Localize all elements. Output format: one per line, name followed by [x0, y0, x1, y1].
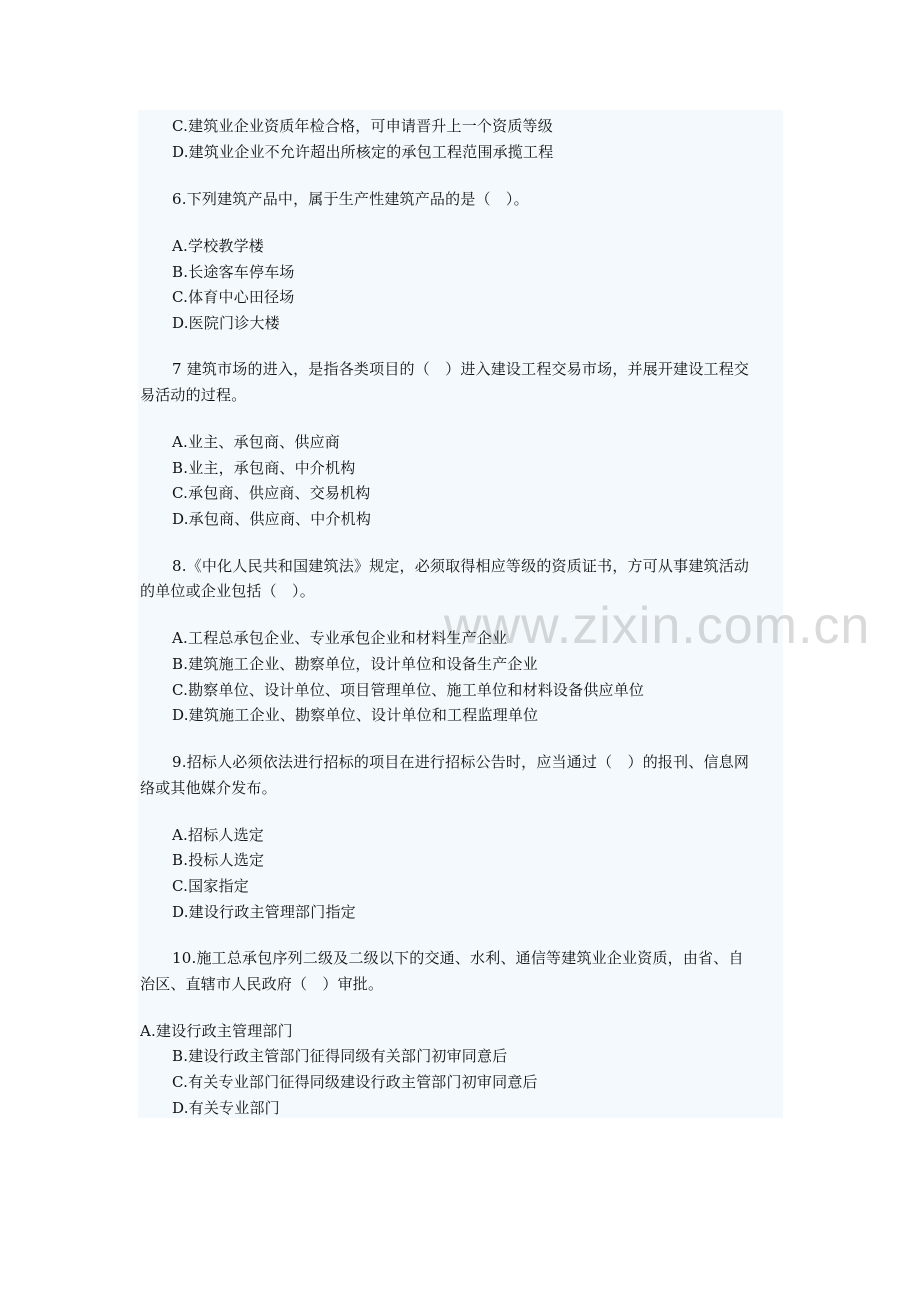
option-c-q5: C.建筑业企业资质年检合格，可申请晋升上一个资质等级	[172, 117, 553, 135]
question-10-line-1: 10.施工总承包序列二级及二级以下的交通、水利、通信等建筑业企业资质，由省、自	[172, 949, 744, 967]
option-d-q8: D.建筑施工企业、勘察单位、设计单位和工程监理单位	[172, 706, 539, 724]
watermark: www.zixin.com.cn	[444, 597, 871, 655]
option-a-q6: A.学校教学楼	[172, 237, 265, 255]
question-8-line-1: 8.《中化人民共和国建筑法》规定，必须取得相应等级的资质证书，方可从事建筑活动	[172, 557, 750, 575]
option-b-q9: B.投标人选定	[172, 851, 265, 869]
option-a-q8: A.工程总承包企业、专业承包企业和材料生产企业	[172, 629, 508, 647]
question-9-line-1: 9.招标人必须依法进行招标的项目在进行招标公告时，应当通过（ ）的报刊、信息网	[172, 753, 750, 771]
option-b-q7: B.业主，承包商、中介机构	[172, 459, 356, 477]
option-c-q7: C.承包商、供应商、交易机构	[172, 484, 371, 502]
option-b-q6: B.长途客车停车场	[172, 263, 295, 281]
option-c-q6: C.体育中心田径场	[172, 288, 295, 306]
option-a-q9: A.招标人选定	[172, 826, 265, 844]
option-a-q10: A.建设行政主管理部门	[140, 1022, 293, 1040]
option-a-q7: A.业主、承包商、供应商	[172, 433, 341, 451]
option-c-q10: C.有关专业部门征得同级建设行政主管部门初审同意后	[172, 1073, 538, 1091]
question-10-line-2: 治区、直辖市人民政府（ ）审批。	[140, 975, 384, 993]
option-b-q8: B.建筑施工企业、勘察单位，设计单位和设备生产企业	[172, 655, 538, 673]
option-d-q7: D.承包商、供应商、中介机构	[172, 510, 372, 528]
question-8-line-2: 的单位或企业包括（ ）。	[140, 582, 315, 600]
option-c-q9: C.国家指定	[172, 877, 249, 895]
option-c-q8: C.勘察单位、设计单位、项目管理单位、施工单位和材料设备供应单位	[172, 681, 645, 699]
question-7-line-2: 易活动的过程。	[140, 386, 247, 404]
option-b-q10: B.建设行政主管部门征得同级有关部门初审同意后	[172, 1047, 508, 1065]
option-d-q5: D.建筑业企业不允许超出所核定的承包工程范围承揽工程	[172, 143, 554, 161]
option-d-q6: D.医院门诊大楼	[172, 314, 280, 332]
question-9-line-2: 络或其他媒介发布。	[140, 779, 277, 797]
question-7-line-1: 7 建筑市场的进入，是指各类项目的（ ）进入建设工程交易市场，并展开建设工程交	[172, 360, 750, 378]
option-d-q10: D.有关专业部门	[172, 1099, 280, 1117]
option-d-q9: D.建设行政主管理部门指定	[172, 903, 356, 921]
question-6: 6.下列建筑产品中，属于生产性建筑产品的是（ ）。	[172, 190, 529, 208]
